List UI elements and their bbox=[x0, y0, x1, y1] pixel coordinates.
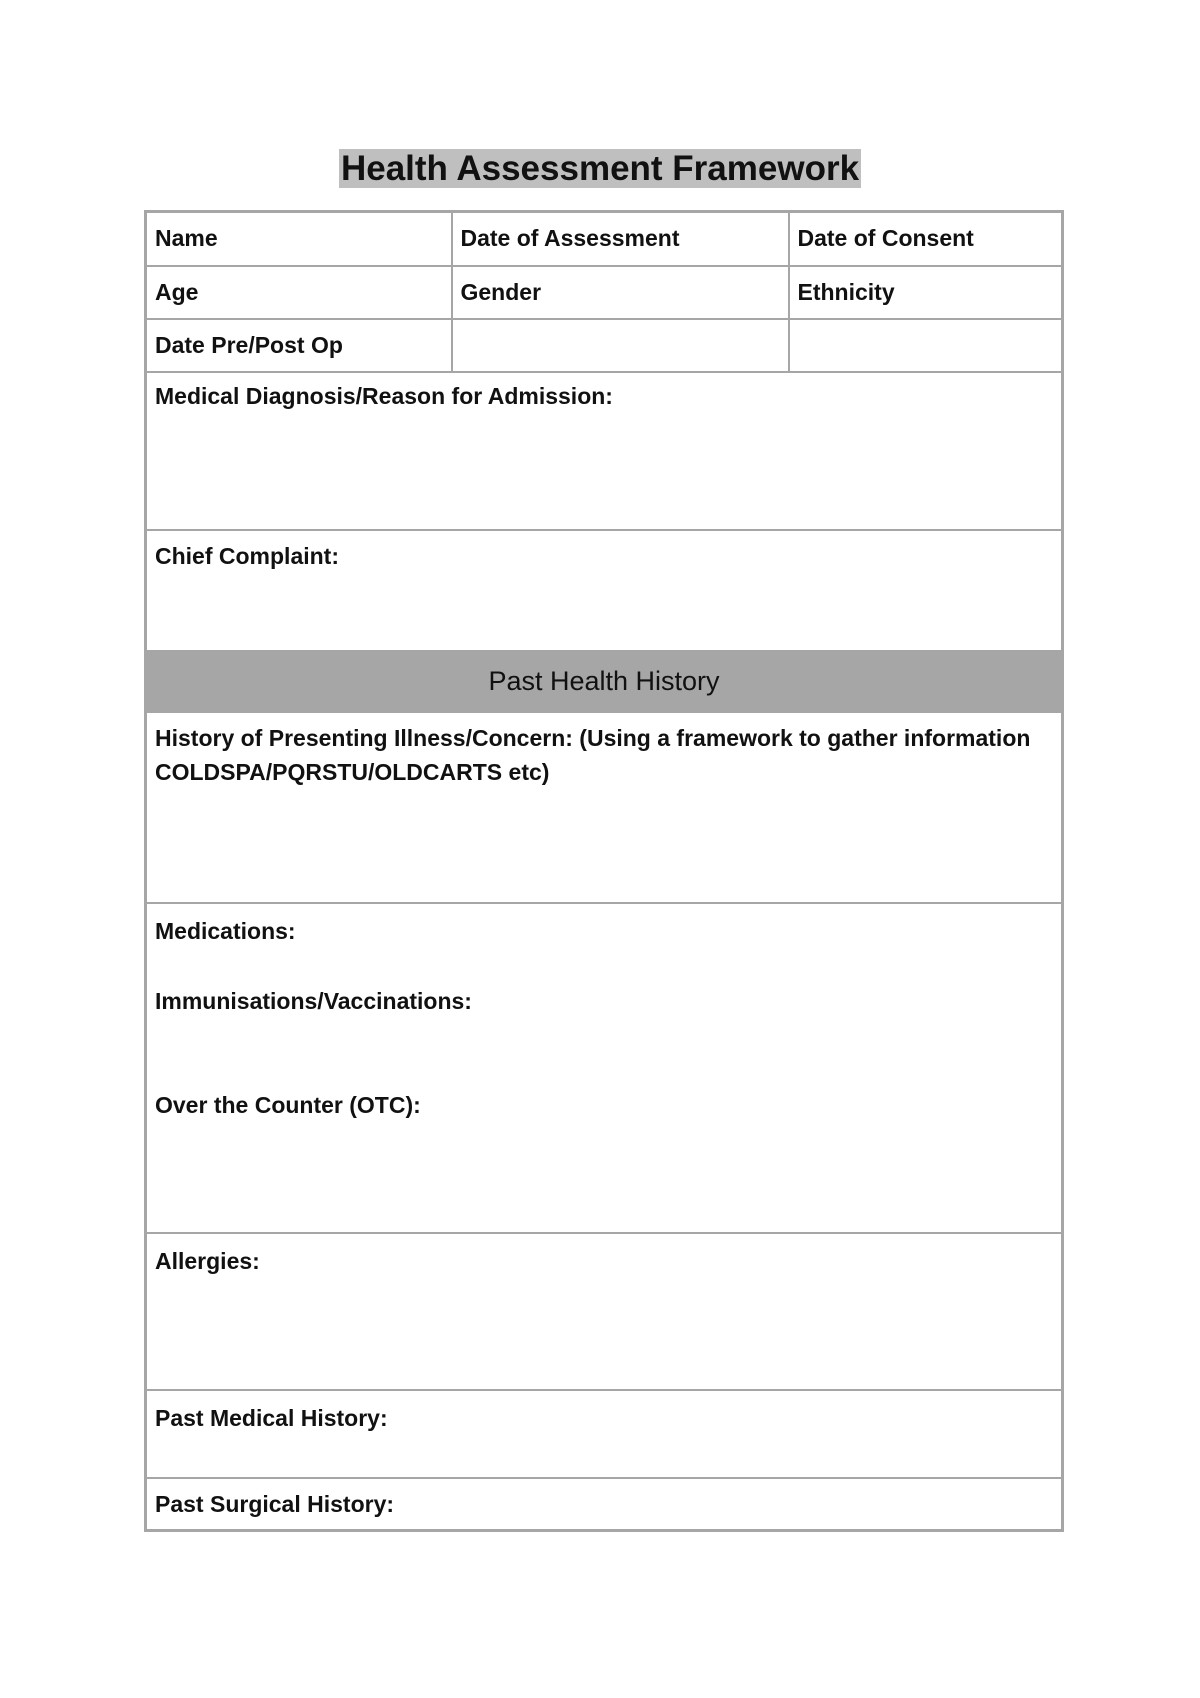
otc-label: Over the Counter (OTC): bbox=[155, 1091, 421, 1118]
form-row-past-medical bbox=[146, 1390, 1063, 1478]
form-row-presenting-illness bbox=[146, 712, 1063, 903]
form-row-surgery bbox=[146, 319, 1063, 372]
gender-field[interactable]: Gender bbox=[452, 266, 789, 319]
medications-block[interactable] bbox=[146, 903, 1063, 1233]
form-row-demographics bbox=[146, 266, 1063, 319]
health-assessment-form bbox=[144, 210, 1064, 1532]
immunisations-label: Immunisations/Vaccinations: bbox=[155, 987, 472, 1014]
form-row-identity bbox=[146, 212, 1063, 266]
date-pre-post-op-value-1[interactable] bbox=[452, 319, 789, 372]
date-of-consent-field[interactable]: Date of Consent bbox=[789, 212, 1063, 266]
date-pre-post-op-value-2[interactable] bbox=[789, 319, 1063, 372]
medications-label: Medications: bbox=[155, 917, 296, 944]
section-header-row bbox=[146, 651, 1063, 712]
form-row-past-surgical bbox=[146, 1478, 1063, 1531]
form-row-medications bbox=[146, 903, 1063, 1233]
date-pre-post-op-field[interactable]: Date Pre/Post Op bbox=[146, 319, 452, 372]
date-of-assessment-field[interactable]: Date of Assessment bbox=[452, 212, 789, 266]
allergies-field[interactable]: Allergies: bbox=[146, 1233, 1063, 1390]
page-title-text: Health Assessment Framework bbox=[340, 149, 860, 188]
name-field[interactable]: Name bbox=[146, 212, 452, 266]
ethnicity-field[interactable]: Ethnicity bbox=[789, 266, 1063, 319]
medical-diagnosis-field[interactable]: Medical Diagnosis/Reason for Admission: bbox=[146, 372, 1063, 530]
form-row-allergies bbox=[146, 1233, 1063, 1390]
past-surgical-history-field[interactable]: Past Surgical History: bbox=[146, 1478, 1063, 1531]
form-row-chief-complaint bbox=[146, 530, 1063, 651]
chief-complaint-field[interactable]: Chief Complaint: bbox=[146, 530, 1063, 651]
age-field[interactable]: Age bbox=[146, 266, 452, 319]
section-past-health-history: Past Health History bbox=[146, 651, 1063, 712]
past-medical-history-field[interactable]: Past Medical History: bbox=[146, 1390, 1063, 1478]
presenting-illness-field[interactable]: History of Presenting Illness/Concern: (Using a framework to gather information COLDSPA/PQRSTU/OLDCARTS etc) bbox=[146, 712, 1063, 903]
form-row-diagnosis bbox=[146, 372, 1063, 530]
page-title bbox=[0, 144, 1200, 194]
